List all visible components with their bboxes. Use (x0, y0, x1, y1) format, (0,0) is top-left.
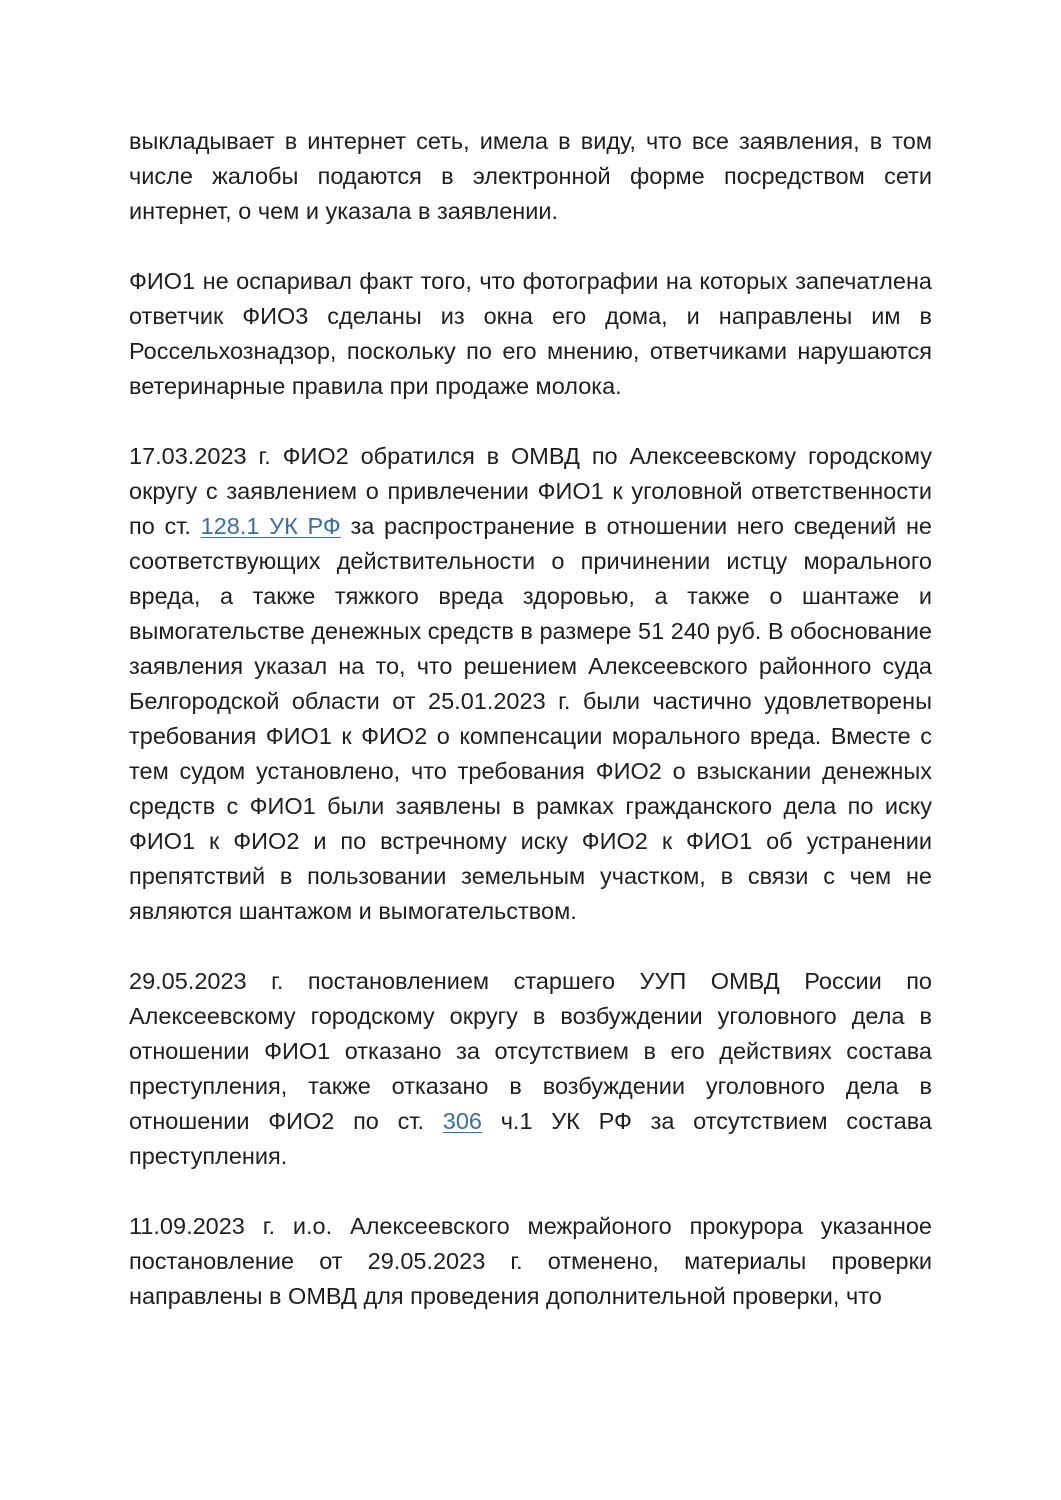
paragraph-1: выкладывает в интернет сеть, имела в виду, что все заявления, в том числе жалобы подаются в электронной форме посредством сети интернет, о чем и указала в заявлении. (129, 128, 932, 224)
law-article-link-128-1[interactable]: 128.1 УК РФ (200, 513, 341, 539)
paragraph-5: 11.09.2023 г. и.о. Алексеевского межрайоного прокурора указанное постановление от 29.05.2023 г. отменено, материалы проверки направлены в ОМВД для проведения дополнительной проверки, что (129, 1213, 932, 1309)
paragraph-4-text-after: ч.1 УК РФ за отсутствием состава преступления. (129, 1108, 932, 1169)
paragraph-4-text-before: 29.05.2023 г. постановлением старшего УУП ОМВД России по Алексеевскому городскому округу в возбуждении уголовного дела в отношении ФИО1 отказано за отсутствием в его действиях состава преступления, также отказано в возбуждении уголовного дела в отношении ФИО2 по ст. (129, 968, 932, 1134)
paragraph-3-text-after: за распространение в отношении него сведений не соответствующих действительности о причинении истцу морального вреда, а также тяжкого вреда здоровью, а также о шантаже и вымогательстве денежных средств в размере 51 240 руб. В обоснование заявления указал на то, что решением Алексеевского районного суда Белгородской области от 25.01.2023 г. были частично удовлетворены требования ФИО1 к ФИО2 о компенсации морального вреда. Вместе с тем судом установлено, что требования ФИО2 о взыскании денежных средств с ФИО1 были заявлены в рамках гражданского дела по иску ФИО1 к ФИО2 и по встречному иску ФИО2 к ФИО1 об устранении препятствий в пользовании земельным участком, в связи с чем не являются шантажом и вымогательством. (129, 513, 932, 924)
paragraph-3 (129, 439, 932, 929)
paragraph-4 (129, 964, 932, 1174)
law-article-link-306[interactable]: 306 (442, 1108, 482, 1134)
paragraph-3-text-before: 17.03.2023 г. ФИО2 обратился в ОМВД по Алексеевскому городскому округу с заявлением о привлечении ФИО1 к уголовной ответственности по ст. (129, 443, 932, 539)
paragraph-2: ФИО1 не оспаривал факт того, что фотографии на которых запечатлена ответчик ФИО3 сделаны из окна его дома, и направлены им в Россельхознадзор, поскольку по его мнению, ответчиками нарушаются ветеринарные правила при продаже молока. (129, 268, 932, 399)
document-page (129, 124, 932, 1349)
